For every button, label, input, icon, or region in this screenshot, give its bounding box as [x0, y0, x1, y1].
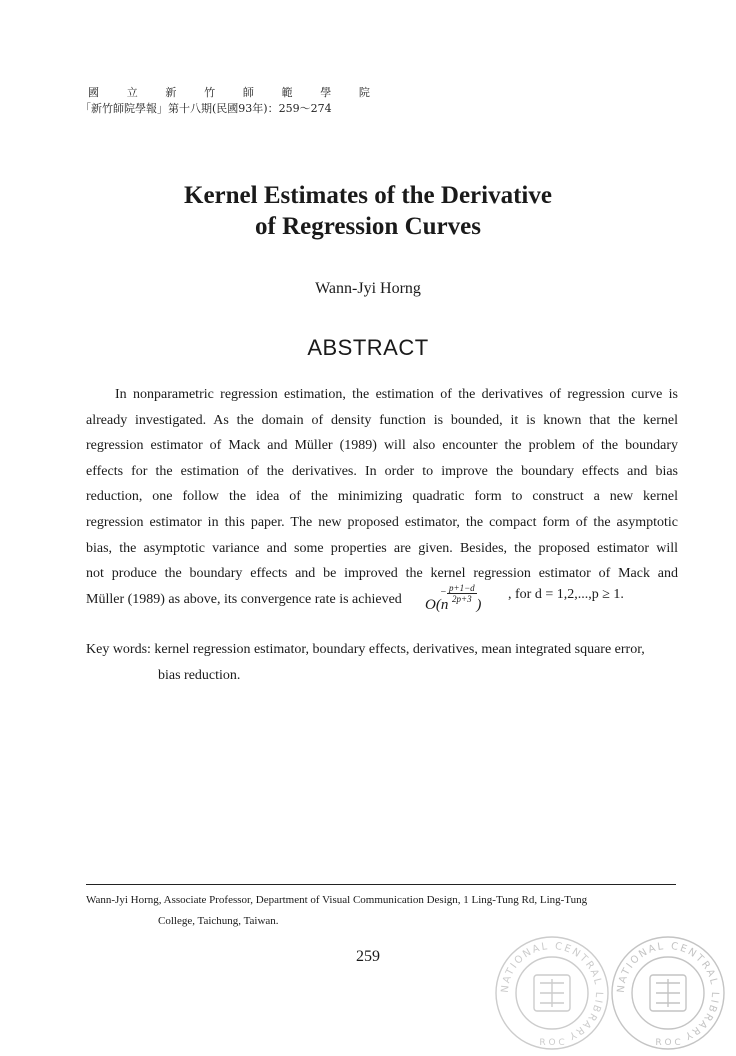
institution-char: 竹: [204, 86, 216, 99]
title-line-2: of Regression Curves: [255, 213, 481, 240]
exponent-sign: −: [440, 587, 447, 598]
abstract-line: In nonparametric regression estimation, the estimation of the derivatives of regression curve is: [115, 387, 678, 402]
library-seal-right: [604, 935, 732, 1051]
institution-char: 師: [242, 86, 254, 99]
abstract-line: bias, the asymptotic variance and some properties are given. Besides, the proposed estimator will: [86, 540, 678, 556]
formula-exponent: [440, 583, 477, 604]
author-footnote: [86, 890, 686, 932]
keywords-line-2: bias reduction.: [158, 668, 241, 683]
keywords-line-1: Key words: kernel regression estimator, boundary effects, derivatives, mean integrated square error,: [86, 642, 645, 657]
institution-char: 學: [320, 86, 332, 99]
author-name: Wann-Jyi Horng: [315, 280, 421, 297]
library-seal-left: [488, 935, 616, 1051]
footnote-rule: [86, 884, 676, 885]
page-number: 259: [356, 948, 380, 965]
exponent-numerator: p+1−d: [449, 583, 475, 593]
footnote-line-2: College, Taichung, Taiwan.: [158, 915, 279, 927]
abstract-line: regression estimator of Mack and Müller (1989) will also encounter the problem of the boundary: [86, 438, 678, 454]
seal-center-text: R O C: [655, 1038, 681, 1048]
institution-char: 國: [88, 86, 99, 99]
institution-char: 立: [126, 86, 138, 99]
institution-char: 新: [165, 86, 177, 99]
abstract-line: Müller (1989) as above, its convergence rate is achieved: [86, 591, 402, 607]
exponent-denominator: 2p+3: [452, 594, 472, 604]
institution-char: 範: [281, 86, 293, 99]
formula-close: ): [476, 597, 482, 613]
abstract-line: effects for the estimation of the derivatives. In order to improve the boundary effects and bias: [86, 463, 678, 479]
institution-char: 院: [358, 86, 370, 99]
abstract-heading: ABSTRACT: [307, 335, 429, 360]
formula-base: O(n: [425, 597, 449, 613]
journal-citation: 「新竹師院學報」第十八期(民國93年)：259～274: [80, 102, 332, 115]
abstract-line: not produce the boundary effects and be improved the kernel regression estimator of Mack and: [86, 566, 678, 582]
abstract-line: reduction, one follow the idea of the minimizing quadratic form to construct a new kernel: [86, 489, 678, 505]
seal-ring-text: NATIONAL CENTRAL LIBRARY: [615, 940, 721, 1042]
keywords: [86, 637, 686, 689]
abstract-line: already investigated. As the domain of density function is bounded, it is known that the kernel: [86, 412, 678, 428]
footnote-line-1: Wann-Jyi Horng, Associate Professor, Department of Visual Communication Design, 1 Ling-Tung Rd, Ling-Tung: [86, 894, 588, 906]
convergence-rate-formula: [425, 583, 482, 614]
paper-title: [0, 180, 736, 242]
seal-ring-text: NATIONAL CENTRAL LIBRARY: [499, 940, 605, 1042]
institution-header: [88, 84, 370, 100]
seal-center-text: R O C: [539, 1038, 565, 1048]
formula-condition: , for d = 1,2,...,p ≥ 1.: [508, 587, 624, 602]
abstract-line: regression estimator in this paper. The new proposed estimator, the compact form of the asymptotic: [86, 514, 678, 530]
abstract-body: [86, 382, 678, 612]
title-line-1: Kernel Estimates of the Derivative: [184, 182, 552, 209]
